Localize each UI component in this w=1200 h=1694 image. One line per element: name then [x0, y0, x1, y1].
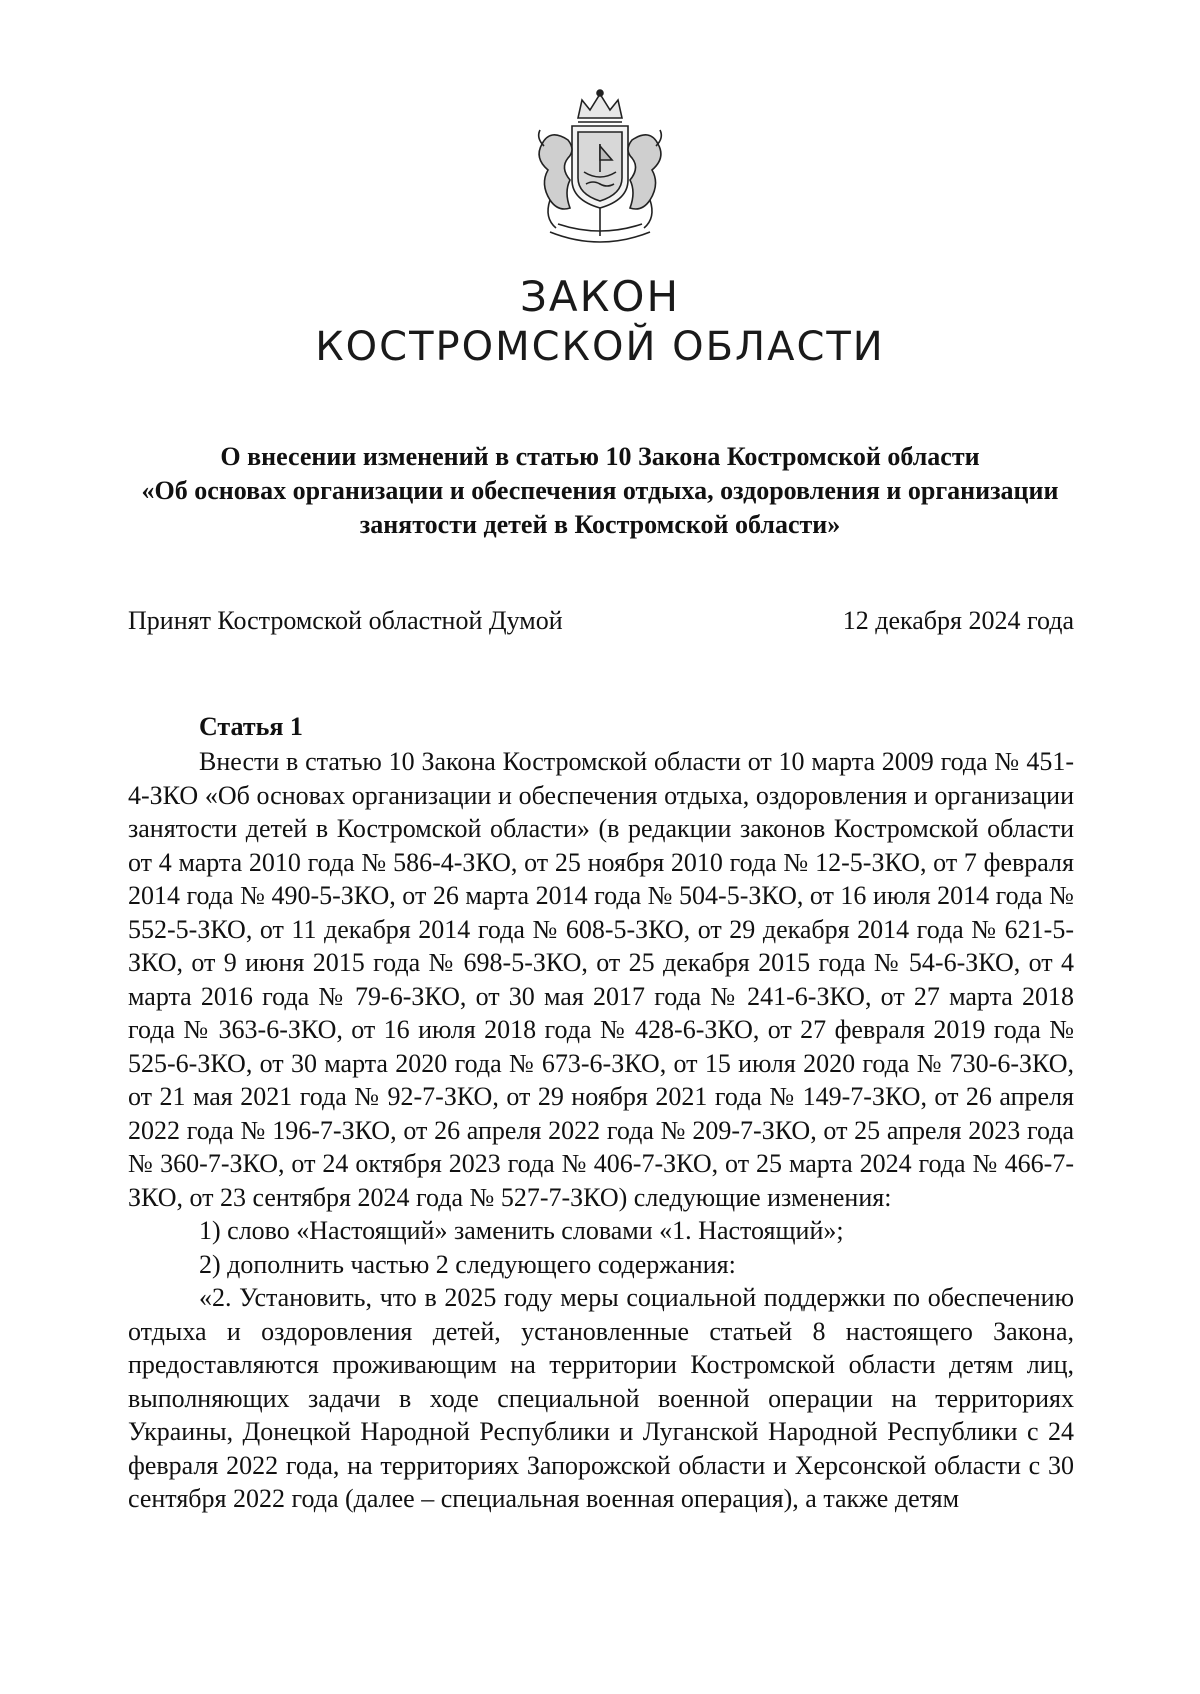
paragraph: 1) слово «Настоящий» заменить словами «1. Настоящий»; [199, 1216, 844, 1245]
heading-line: занятости детей в Костромской области» [359, 510, 841, 539]
heading-line: «Об основах организации и обеспечения отдыха, оздоровления и организации [141, 476, 1059, 505]
law-subtitle-region: КОСТРОМСКОЙ ОБЛАСТИ [315, 324, 885, 370]
law-heading [100, 440, 1100, 542]
article-body [128, 745, 1074, 1516]
paragraph: 2) дополнить частью 2 следующего содержания: [199, 1249, 736, 1279]
article-title: Статья 1 [199, 712, 303, 741]
law-title: ЗАКОН [519, 272, 681, 321]
coat-of-arms-icon [520, 88, 680, 256]
paragraph: Внести в статью 10 Закона Костромской области от 10 марта 2009 года № 451-4-ЗКО «Об основах организации и обеспечения отдыха, оздоровления и организации занятости детей в Костромской области» (в редакции законов Костромской области от 4 марта 2010 года № 586-4-ЗКО, от 25 ноября 2010 года № 12-5-ЗКО, от 7 февраля 2014 года № 490-5-ЗКО, от 26 марта 2014 года № 504-5-ЗКО, от 16 июля 2014 года № 552-5-ЗКО, от 11 декабря 2014 года № 608-5-ЗКО, от 29 декабря 2014 года № 621-5-ЗКО, от 9 июня 2015 года № 698-5-ЗКО, от 25 декабря 2015 года № 54-6-ЗКО, от 4 марта 2016 года № 79-6-ЗКО, от 30 мая 2017 года № 241-6-ЗКО, от 27 марта 2018 года № 363-6-ЗКО, от 16 июля 2018 года № 428-6-ЗКО, от 27 февраля 2019 года № 525-6-ЗКО, от 30 марта 2020 года № 673-6-ЗКО, от 15 июля 2020 года № 730-6-ЗКО, от 21 мая 2021 года № 92-7-ЗКО, от 29 ноября 2021 года № 149-7-ЗКО, от 26 апреля 2022 года № 196-7-ЗКО, от 26 апреля 2022 года № 209-7-ЗКО, от 25 апреля 2023 года № 360-7-ЗКО, от 24 октября 2023 года № 406-7-ЗКО, от 25 марта 2024 года № 466-7-ЗКО, от 23 сентября 2024 года № 527-7-ЗКО) следующие изменения: [128, 747, 1074, 1212]
paragraph: «2. Установить, что в 2025 году меры социальной поддержки по обеспечению отдыха и оздоровления детей, установленные статьей 8 настоящего Закона, предоставляются проживающим на территории Костромской области детям лиц, выполняющих задачи в ходе специальной военной операции на территориях Украины, Донецкой Народной Республики и Луганской Народной Республики с 24 февраля 2022 года, на территориях Запорожской области и Херсонской области с 30 сентября 2022 года (далее – специальная военная операция), а также детям [128, 1283, 1074, 1513]
heading-line: О внесении изменений в статью 10 Закона Костромской области [220, 442, 980, 471]
adopted-date: 12 декабря 2024 года [842, 606, 1074, 635]
adopted-by: Принят Костромской областной Думой [128, 606, 563, 635]
